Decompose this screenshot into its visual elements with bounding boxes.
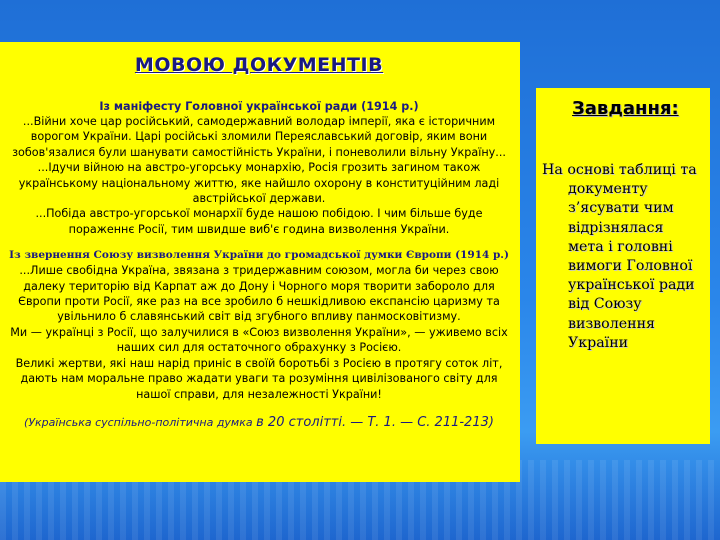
source-citation-part-2: в 20 столітті. — Т. 1. — С. 211-213) bbox=[256, 414, 494, 430]
task-title: Завдання: bbox=[572, 98, 679, 119]
manifesto-paragraph-2: ...Ідучи війною на австро-угорську монархію, Росія грозить загином також українському національному життю, яке найшло охорону в конституційним ладі австрійської держави. bbox=[18, 161, 500, 206]
source-citation bbox=[8, 414, 510, 431]
manifesto-heading: Із маніфесту Головної української ради (1914 р.) bbox=[99, 100, 419, 113]
manifesto-paragraph-1: ...Війни хоче цар російський, самодержавний володар імперії, яка є історичним ворогом України. Царі російські зломили Переяславський договір, яким вони зобов'язалися були шанувати самостійність України, і поневолили вільну Україну... bbox=[12, 115, 506, 159]
appeal-paragraph-1: ...Лише свобідна Україна, звязана з тридержавним союзом, могла би через свою далеку територію від Карпат аж до Дону і Чорного моря творити заборолo для Європи проти Росії, яке раз на все зробило б нешкідливою експансію царизму та увільнило б славянський світ від згубного впливу панмосковітизму. bbox=[18, 264, 500, 324]
document-panel bbox=[0, 42, 520, 482]
appeal-heading: Із звернення Союзу визволення України до громадської думки Європи (1914 р.) bbox=[9, 249, 509, 262]
appeal-paragraph-3: Великі жертви, які наш нарід приніс в своїй боротьбі з Росією в протягу соток літ, дають нам моральне право жадати уваги та розуміння цивілізованого світу для нашої справи, для незалежності України! bbox=[15, 356, 503, 401]
task-panel bbox=[536, 88, 710, 444]
page-title: МОВОЮ ДОКУМЕНТІВ bbox=[134, 54, 384, 76]
appeal-paragraph-2: Ми — українці з Росії, що залучилися в «Союз визволення України», — уживемо всіх наших сил для остаточного обрахунку з Росією. bbox=[10, 325, 508, 355]
source-citation-part-1: (Українська суспільно-політична думка bbox=[24, 415, 257, 429]
task-text: На основі таблиці та документу з’ясувати чим відрізнялася мета і головні вимоги Головної української ради від Союзу визволення України bbox=[542, 162, 697, 351]
manifesto-paragraph-3: ...Побіда австро-угорської монархії буде нашою побідою. І чим більше буде пораженнє Росії, тим швидше виб'є година визволення України. bbox=[35, 207, 483, 236]
